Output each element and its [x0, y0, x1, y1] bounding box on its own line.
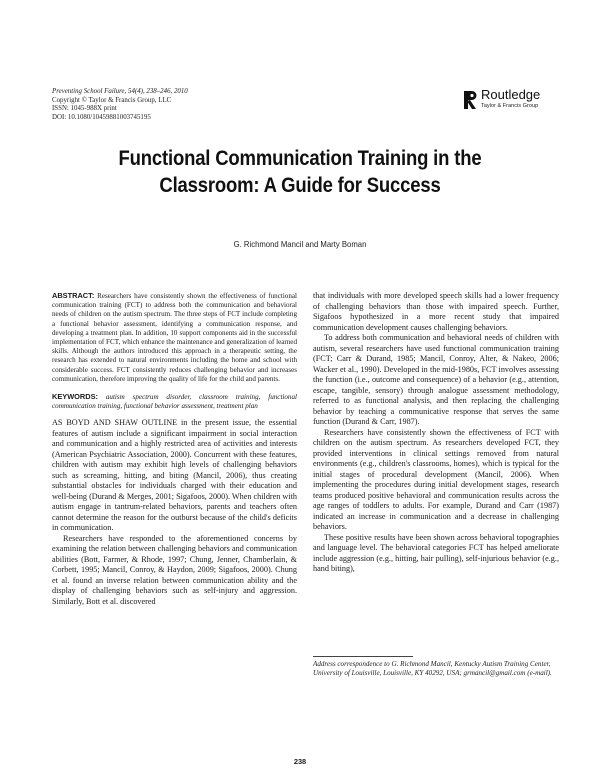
keywords: [52, 392, 297, 411]
right-column: [313, 291, 559, 575]
abstract: [52, 291, 297, 384]
footnote-divider: [313, 656, 413, 657]
body-paragraph: To address both communication and behavioral needs of children with autism, several researchers have used functional communication training (FCT; Carr & Durand, 1985; Mancil, Conroy, Alter, & Nakeo, 2006; Wacker et al., 1990). Developed in the mid-1980s, FCT involves assessing the function (i.e., outcome and consequence) of a behavior (e.g., attention, escape, tangible, sensory) through analogue assessment methodology, referred to as functional analysis, and then replacing the challenging behavior by teaching a communicative response that serves the same function (Durand & Carr, 1987).: [313, 333, 559, 426]
routledge-logo-icon: [463, 89, 477, 111]
publisher-group: Taylor & Francis Group: [481, 103, 539, 109]
journal-citation: Preventing School Failure, 54(4), 238–246, 2010: [52, 88, 188, 95]
keywords-label: KEYWORDS:: [52, 392, 98, 402]
publisher-name: Routledge: [481, 87, 541, 102]
publisher-logo: [463, 88, 563, 114]
abstract-label: ABSTRACT:: [52, 291, 95, 300]
abstract-text: Researchers have consistently shown the effectiveness of functional communication training (FCT) to address both the communication and behavioral needs of children on the autism spectrum. The three steps of FCT include completing a functional behavior assessment, identifying a communication response, and developing a treatment plan. In addition, 10 support components aid in the successful implementation of FCT, which enhance the maintenance and generalization of learned skills. Although the authors introduced this approach in a therapeutic setting, the research has extended to natural environments including the home and school with considerable success. FCT consistently reduces challenging behavior and increases communication, therefore improving the quality of life for the child and parents.: [52, 292, 298, 383]
paragraph-text: in the present issue, the essential features of autism include a significant impairment in social interaction and communication and a highly restricted area of activities and interests (American Psychiatric Association, 2000). Concurrent with these features, children with autism may exhibit high levels of challenging behaviors such as screaming, hitting, and biting (Mancil, 2006), thus creating substantial obstacles for individuals charged with their education and well-being (Durand & Merges, 2001; Sigafoos, 2000). When children with autism engage in tantrum-related behaviors, parents and teachers often cannot determine the reason for the outburst because of the child's deficits in communication.: [52, 418, 297, 533]
body-paragraph: that individuals with more developed speech skills had a lower frequency of challenging behaviors than those with impaired speech. Further, Sigafoos hypothesized in a more recent study that impaired communication development causes challenging behaviors.: [313, 291, 559, 332]
title-line-1: Functional Communication Training in the: [118, 146, 482, 170]
copyright-line: Copyright © Taylor & Francis Group, LLC: [52, 96, 172, 104]
body-paragraph: [52, 418, 297, 534]
article-title: [76, 145, 523, 199]
left-column: [52, 291, 297, 607]
keywords-text: autism spectrum disorder, classroom training, functional communication training, functional behavior assessment, treatment plan: [52, 393, 298, 411]
doi-line: DOI: 10.1080/10459881003745195: [52, 113, 151, 121]
page-number: 238: [293, 757, 307, 766]
body-paragraph: Researchers have responded to the aforementioned concerns by examining the relation between challenging behaviors and communication abilities (Bott, Farmer, & Rhode, 1997; Chung, Jenner, Chamberlain, & Corbett, 1995; Mancil, Conroy, & Haydon, 2009; Sigafoos, 2000). Chung et al. found an inverse relation between communication ability and the display of challenging behaviors such as self-injury and aggression. Similarly, Bott et al. discovered: [52, 533, 297, 606]
opening-phrase: AS BOYD AND SHAW OUTLINE: [52, 418, 178, 428]
issn-line: ISSN: 1045-988X print: [52, 105, 117, 112]
article-authors: G. Richmond Mancil and Marty Boman: [233, 239, 367, 249]
title-line-2: Classroom: A Guide for Success: [159, 173, 441, 197]
body-paragraph: These positive results have been shown across behavioral topographies and language level. The behavioral categories FCT has helped ameliorate include aggression (e.g., hitting, hair pulling), self-injurious behavior (e.g., hand biting),: [313, 532, 559, 573]
journal-metadata: [52, 88, 312, 122]
correspondence-footnote: Address correspondence to G. Richmond Mancil, Kentucky Autism Training Center, University of Louisville, Louisville, KY 40292, USA; grmancil@gmail.com (e-mail).: [313, 660, 552, 678]
body-paragraph: Researchers have consistently shown the effectiveness of FCT with children on the autism spectrum. As researchers developed FCT, they provided interventions in clinical settings removed from natural environments (e.g., children's classrooms, homes), which is typical for the initial stages of procedural development (Mancil, 2006). When implementing the procedures during initial development stages, research teams produced positive behavioral and communication results across the age ranges of toddlers to adults. For example, Durand and Carr (1987) indicated an increase in communication and a decrease in challenging behaviors.: [313, 427, 559, 531]
